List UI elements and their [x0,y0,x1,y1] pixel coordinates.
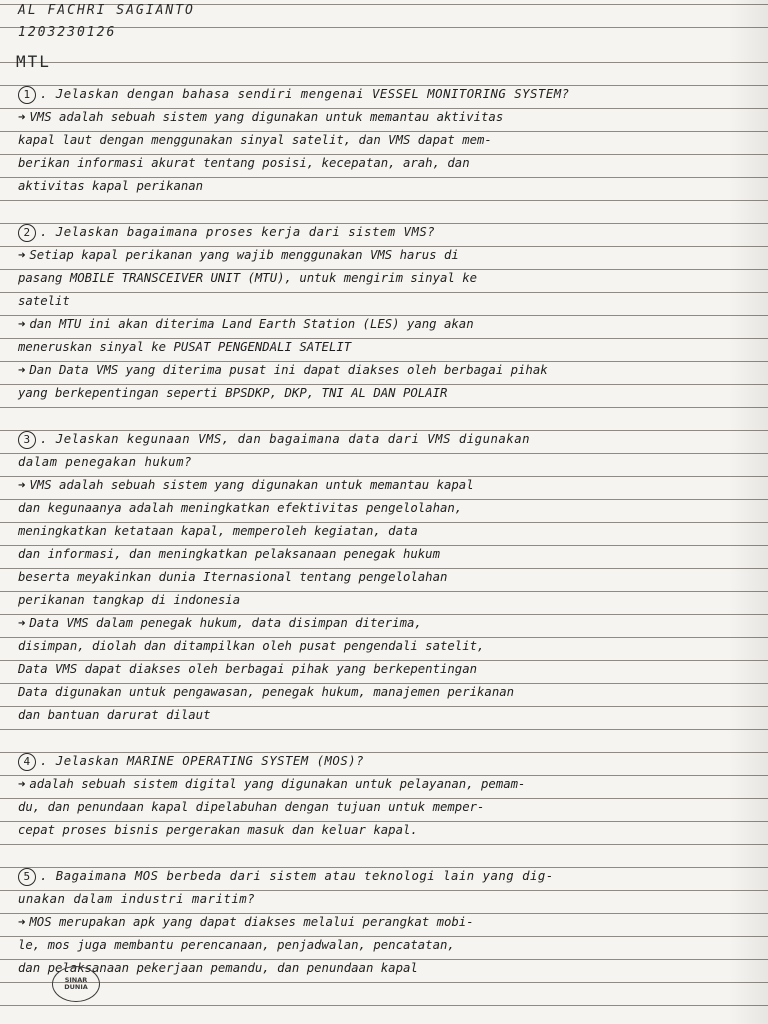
answer-line: ➜ adalah sebuah sistem digital yang digunakan untuk pelayanan, pemam- [18,777,526,791]
answer-line: ➜ VMS adalah sebuah sistem yang digunakan untuk memantau kapal [18,478,474,492]
answer-line: Data digunakan untuk pengawasan, penegak hukum, manajemen perikanan [18,685,515,699]
answer-line: meningkatkan ketataan kapal, memperoleh kegiatan, data [18,524,418,538]
sinar-dunia-logo: SINAR DUNIA [52,966,100,1002]
answer-line: perikanan tangkap di indonesia [18,593,241,607]
question-4 [14,750,762,773]
arrow-icon: ➜ [18,317,26,331]
question-text: . Jelaskan dengan bahasa sendiri mengenai VESSEL MONITORING SYSTEM? [40,87,570,101]
student-header [18,0,195,44]
student-id: 1203230126 [18,25,117,40]
answer-line: ➜ Data VMS dalam penegak hukum, data disimpan diterima, [18,616,422,630]
student-name: AL FACHRI SAGIANTO [18,3,195,18]
blank-line [14,198,762,221]
blank-line [14,727,762,750]
answer-line: ➜ MOS merupakan apk yang dapat diakses melalui perangkat mobi- [18,915,474,929]
question-3 [14,428,762,451]
answer-line: kapal laut dengan menggunakan sinyal satelit, dan VMS dapat mem- [18,133,492,147]
arrow-icon: ➜ [18,915,26,929]
answer-line: ➜ dan MTU ini akan diterima Land Earth Station (LES) yang akan [18,317,474,331]
answer-line: yang berkepentingan seperti BPSDKP, DKP, TNI AL DAN POLAIR [18,386,448,400]
answer-line: meneruskan sinyal ke PUSAT PENGENDALI SATELIT [18,340,352,354]
arrow-icon: ➜ [18,248,26,262]
answer-line: satelit [18,294,70,308]
answer-line: Data VMS dapat diakses oleh berbagai pihak yang berkepentingan [18,662,478,676]
answer-line: pasang MOBILE TRANSCEIVER UNIT (MTU), untuk mengirim sinyal ke [18,271,478,285]
answer-line: ➜ VMS adalah sebuah sistem yang digunakan untuk memantau aktivitas [18,110,504,124]
arrow-icon: ➜ [18,777,26,791]
answer-line: dan informasi, dan meningkatkan pelaksanaan penegak hukum [18,547,440,561]
question-text: . Bagaimana MOS berbeda dari sistem atau teknologi lain yang dig- [40,869,554,883]
blank-line [14,405,762,428]
answer-line: ➜ Dan Data VMS yang diterima pusat ini dapat diakses oleh berbagai pihak [18,363,548,377]
answer-line: beserta meyakinkan dunia Iternasional tentang pengelolahan [18,570,448,584]
answer-line: ➜ Setiap kapal perikanan yang wajib menggunakan VMS harus di [18,248,459,262]
answer-line: dan kegunaanya adalah meningkatkan efektivitas pengelolahan, [18,501,463,515]
answer-line: du, dan penundaan kapal dipelabuhan dengan tujuan untuk memper- [18,800,485,814]
blank-line [14,842,762,865]
arrow-icon: ➜ [18,110,26,124]
question-number: 1 [18,86,36,104]
answer-line: berikan informasi akurat tentang posisi, kecepatan, arah, dan [18,156,470,170]
question-number: 4 [18,753,36,771]
question-text: . Jelaskan MARINE OPERATING SYSTEM (MOS)? [40,754,365,768]
question-number: 3 [18,431,36,449]
question-5-continued: unakan dalam industri maritim? [18,892,256,906]
subject-title: MTL [16,52,51,71]
answer-line: disimpan, diolah dan ditampilkan oleh pusat pengendali satelit, [18,639,485,653]
question-3-continued: dalam penegakan hukum? [18,455,192,469]
question-2 [14,221,762,244]
arrow-icon: ➜ [18,478,26,492]
question-5 [14,865,762,888]
question-number: 2 [18,224,36,242]
question-number: 5 [18,868,36,886]
answer-line: dan bantuan darurat dilaut [18,708,211,722]
arrow-icon: ➜ [18,616,26,630]
question-text: . Jelaskan bagaimana proses kerja dari sistem VMS? [40,225,436,239]
answer-line: le, mos juga membantu perencanaan, penjadwalan, pencatatan, [18,938,455,952]
answer-line: aktivitas kapal perikanan [18,179,204,193]
question-1 [14,83,762,106]
answer-line: cepat proses bisnis pergerakan masuk dan keluar kapal. [18,823,418,837]
question-text: . Jelaskan kegunaan VMS, dan bagaimana data dari VMS digunakan [40,432,531,446]
answer-content [14,83,762,980]
arrow-icon: ➜ [18,363,26,377]
answer-line: dan pelaksanaan pekerjaan pemandu, dan penundaan kapal [18,961,418,975]
